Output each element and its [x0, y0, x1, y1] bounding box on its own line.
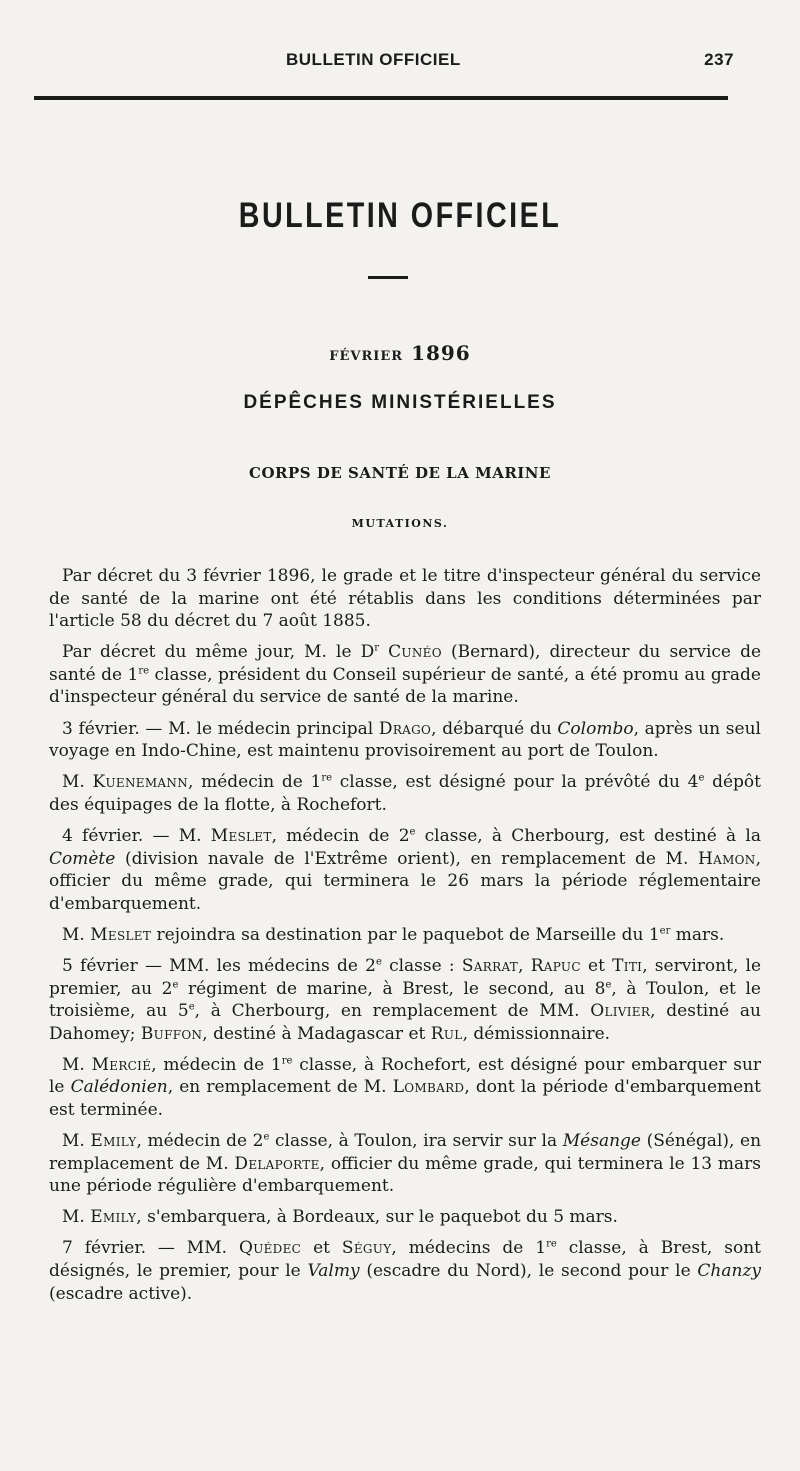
- text: , s'embarquera, à Bordeaux, sur le paquebot du 5 mars.: [136, 1207, 618, 1228]
- text: régiment de marine, à Brest, le second, au 8: [188, 978, 606, 999]
- text: , serviront, le premier, au 2: [49, 955, 762, 999]
- person-name: Emily: [90, 1207, 137, 1228]
- text: Par décret du même jour, M. le D: [62, 642, 375, 663]
- text: 5 février — MM. les médecins de 2: [62, 955, 376, 976]
- text: M.: [62, 772, 85, 793]
- text: , officier du même grade, qui terminera le 13 mars une période régulière d'embarquement.: [49, 1153, 761, 1197]
- person-name: Kuenemann: [92, 772, 189, 793]
- text: M.: [62, 1054, 85, 1075]
- text: M.: [62, 924, 85, 945]
- ship-name: Comète: [49, 848, 116, 869]
- text: (escadre active).: [49, 1283, 193, 1304]
- text: (Bernard), directeur du service de santé de 1: [49, 642, 762, 685]
- mutations-heading: MUTATIONS.: [351, 517, 449, 530]
- text: classe, président du Conseil supérieur de santé, a été promu au grade d'inspecteur général du service de santé de la marine.: [49, 664, 761, 708]
- person-name: Drago: [378, 718, 432, 739]
- text: mars.: [675, 924, 725, 945]
- text: classe, à Toulon, ira servir sur la: [275, 1131, 558, 1152]
- text: 3 février. — M. le médecin principal: [62, 718, 374, 739]
- ship-name: Mésange: [562, 1131, 641, 1152]
- paragraph-8: [49, 1054, 761, 1122]
- superscript: re: [546, 1238, 557, 1250]
- paragraph-6: [49, 924, 761, 947]
- text: et: [313, 1238, 330, 1259]
- text: (Sénégal), en remplacement de M.: [49, 1131, 762, 1174]
- person-name: Séguy: [341, 1238, 392, 1259]
- text: , médecins de 1: [391, 1238, 547, 1259]
- month-word: FÉVRIER: [329, 349, 404, 364]
- person-name: Hamon: [697, 848, 756, 869]
- text: , démissionnaire.: [462, 1023, 611, 1044]
- ship-name: Colombo: [557, 718, 634, 739]
- paragraph-2: [49, 641, 761, 709]
- person-name: Quédec: [238, 1238, 302, 1259]
- superscript: e: [409, 826, 416, 838]
- text: classe, à Rochefort, est désigné pour embarquer sur le: [49, 1054, 762, 1098]
- person-name: Meslet: [210, 825, 272, 846]
- paragraph-9: [49, 1130, 761, 1198]
- page-title: BULLETIN OFFICIEL: [238, 196, 562, 235]
- text: , après un seul voyage en Indo-Chine, est maintenu provisoirement au port de Toulon.: [49, 718, 761, 762]
- text: , médecin de 1: [151, 1054, 282, 1075]
- text: , en remplacement de M.: [167, 1077, 387, 1098]
- paragraph-11: [49, 1237, 761, 1305]
- text: , débarqué du: [431, 718, 552, 739]
- text: , destiné à Madagascar et: [202, 1023, 426, 1044]
- text: (escadre du Nord), le second pour le: [366, 1261, 691, 1282]
- person-name: Rapuc: [530, 955, 581, 976]
- ship-name: Calédonien: [70, 1077, 168, 1098]
- superscript: r: [374, 642, 380, 654]
- text: 4 février. — M.: [62, 825, 202, 846]
- text: M.: [62, 1207, 85, 1228]
- text: , médecin de 2: [136, 1131, 264, 1152]
- superscript: re: [138, 665, 150, 677]
- paragraph-3: [49, 718, 761, 763]
- person-name: Emily: [90, 1131, 137, 1152]
- header-rule: [34, 96, 728, 100]
- text: classe :: [389, 955, 455, 976]
- text: classe, à Cherbourg, est destiné à la: [424, 825, 761, 846]
- text: ,: [518, 955, 524, 976]
- paragraph-7: [49, 955, 761, 1045]
- text: M.: [62, 1131, 85, 1152]
- person-name: Titi: [612, 955, 643, 976]
- superscript: re: [281, 1055, 293, 1067]
- text: classe, à Brest, sont désignés, le premier, pour le: [49, 1238, 761, 1282]
- person-name: Delaporte: [234, 1153, 320, 1174]
- superscript: e: [375, 956, 382, 968]
- text: classe, est désigné pour la prévôté du 4: [339, 772, 699, 793]
- person-name: Sarrat: [461, 955, 519, 976]
- text: , officier du même grade, qui terminera le 26 mars la période réglementaire d'embarquement.: [49, 848, 762, 914]
- text: 7 février. — MM.: [62, 1238, 228, 1259]
- month-year: 1896: [411, 341, 471, 365]
- running-title: BULLETIN OFFICIEL: [286, 50, 461, 69]
- text: et: [588, 955, 605, 976]
- superscript: e: [698, 772, 705, 784]
- document-body: [49, 565, 761, 1314]
- superscript: er: [659, 925, 671, 937]
- subsection-title: CORPS DE SANTÉ DE LA MARINE: [249, 464, 551, 482]
- superscript: re: [321, 772, 333, 784]
- text: , médecin de 1: [188, 772, 322, 793]
- text: rejoindra sa destination par le paquebot de Marseille du 1: [156, 924, 660, 945]
- person-name: Meslet: [90, 924, 152, 945]
- superscript: e: [172, 978, 179, 990]
- superscript: e: [605, 978, 612, 990]
- section-title: DÉPÊCHES MINISTÉRIELLES: [243, 392, 557, 413]
- person-name: Buffon: [140, 1023, 203, 1044]
- text: , médecin de 2: [271, 825, 410, 846]
- text: , à Toulon, et le troisième, au 5: [49, 978, 761, 1022]
- person-name: Mercié: [91, 1054, 152, 1075]
- text: , dont la période d'embarquement est terminée.: [49, 1077, 761, 1120]
- person-name: Olivier: [590, 1001, 651, 1022]
- person-name: Lombard: [392, 1077, 465, 1098]
- title-rule: [368, 276, 408, 279]
- paragraph-4: [49, 771, 761, 816]
- person-name: Rul: [430, 1023, 463, 1044]
- person-name: Cunéo: [388, 642, 442, 663]
- superscript: e: [263, 1131, 270, 1143]
- ship-name: Chanzy: [697, 1261, 762, 1282]
- page-number: 237: [704, 50, 734, 69]
- superscript: e: [188, 1001, 195, 1013]
- text: , à Cherbourg, en remplacement de MM.: [194, 1001, 580, 1022]
- paragraph-1: Par décret du 3 février 1896, le grade et le titre d'inspecteur général du service de santé de la marine ont été rétablis dans les conditions déterminées par l'article 58 du décret du 7 août 1885.: [49, 566, 761, 632]
- month-heading: [0, 341, 800, 365]
- text: dépôt des équipages de la flotte, à Rochefort.: [49, 772, 762, 815]
- text: (division navale de l'Extrême orient), en remplacement de M.: [124, 848, 689, 869]
- paragraph-10: [49, 1206, 761, 1229]
- paragraph-5: [49, 825, 761, 915]
- ship-name: Valmy: [307, 1261, 360, 1282]
- text: , destiné au Dahomey;: [49, 1001, 762, 1044]
